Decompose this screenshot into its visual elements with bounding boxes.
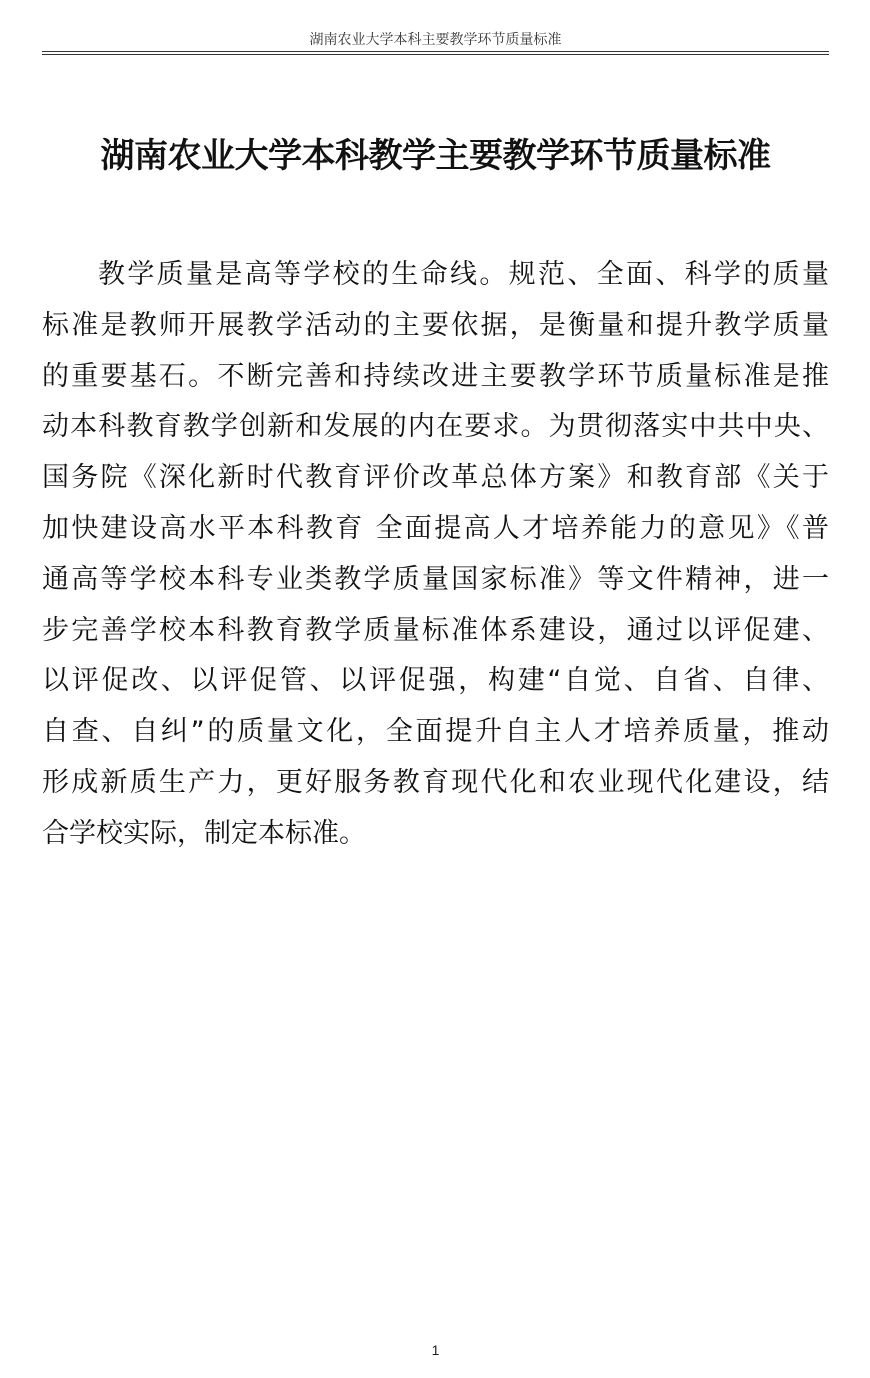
page-number: 1 <box>431 1342 440 1358</box>
paragraph-line: 动本科教育教学创新和发展的内在要求。为贯彻落实中共中央、 <box>42 411 829 443</box>
header-rule-bottom <box>42 54 829 55</box>
paragraph-line: 步完善学校本科教育教学质量标准体系建设，通过以评促建、 <box>42 614 829 646</box>
header-rule-top <box>42 51 829 52</box>
paragraph-line: 教学质量是高等学校的生命线。规范、全面、科学的质量 <box>98 259 829 290</box>
paragraph-line: 加快建设高水平本科教育 全面提高人才培养能力的意见》《普 <box>42 512 829 544</box>
paragraph-line: 以评促改、以评促管、以评促强，构建“自觉、自省、自律、 <box>42 665 829 697</box>
paragraph-line: 的重要基石。不断完善和持续改进主要教学环节质量标准是推 <box>42 360 829 392</box>
body-paragraph <box>42 250 829 860</box>
paragraph-line: 标准是教师开展教学活动的主要依据，是衡量和提升教学质量 <box>42 309 829 341</box>
paragraph-line: 合学校实际，制定本标准。 <box>42 817 366 849</box>
paragraph-line: 形成新质生产力，更好服务教育现代化和农业现代化建设，结 <box>42 766 829 798</box>
document-title: 湖南农业大学本科教学主要教学环节质量标准 <box>100 136 771 176</box>
paragraph-line: 国务院《深化新时代教育评价改革总体方案》和教育部《关于 <box>42 462 829 494</box>
paragraph-line: 通高等学校本科专业类教学质量国家标准》等文件精神，进一 <box>42 563 829 595</box>
paragraph-line: 自查、自纠”的质量文化，全面提升自主人才培养质量，推动 <box>42 716 829 748</box>
running-header: 湖南农业大学本科主要教学环节质量标准 <box>309 32 562 48</box>
